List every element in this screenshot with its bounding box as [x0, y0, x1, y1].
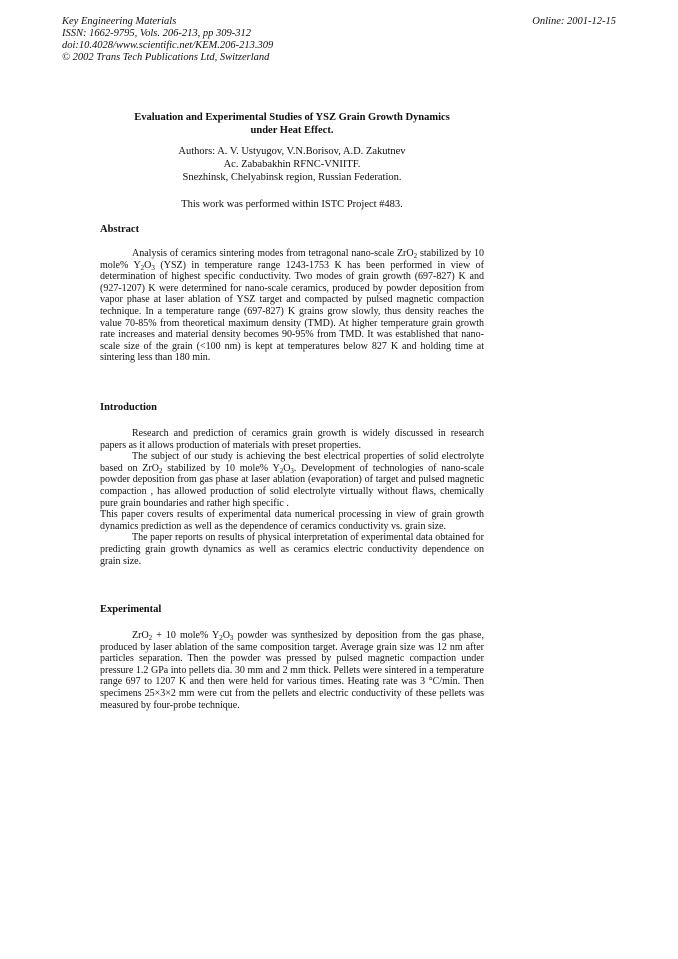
intro-paragraph-4: The paper reports on results of physical interpretation of experimental data obtained for predicting grain growth dynamics as well as ceramics electric conductivity dependence on grain size. [100, 532, 484, 567]
title-line-2: under Heat Effect. [250, 125, 334, 136]
abstract-body [100, 248, 484, 364]
intro-paragraph-3: This paper covers results of experimental data numerical processing in view of grain growth dynamics prediction as well as the dependence of ceramics conductivity vs. grain size. [100, 509, 484, 532]
doi-line: doi:10.4028/www.scientific.net/KEM.206-213.309 [62, 40, 274, 51]
intro-paragraph-1: Research and prediction of ceramics grain growth is widely discussed in research papers as it allows production of materials with preset properties. [100, 428, 484, 451]
intro-paragraph-2: The subject of our study is achieving the best electrical properties of solid electrolyte based on ZrO$_2$ stabilized by 10 mole% $Y_2O_3$. Development of technologies of nano-scale powder deposition from gas phase at laser ablation (evaporation) of target and pulsed magnetic compaction , has allowed production of solid electrolyte virtually without flaws, chemically pure grain boundaries and rather high specific . [100, 451, 484, 509]
author-names: Authors: A. V. Ustyugov, V.N.Borisov, A.D. Zakutnev [178, 146, 406, 157]
issn-line: ISSN: 1662-9795, Vols. 206-213, pp 309-312 [62, 28, 251, 39]
experimental-heading: Experimental [100, 604, 162, 615]
journal-header [62, 16, 273, 64]
introduction-heading: Introduction [100, 402, 157, 413]
author-block [98, 145, 486, 184]
project-note: This work was performed within ISTC Project #483. [181, 199, 403, 210]
title-line-1: Evaluation and Experimental Studies of YSZ Grain Growth Dynamics [134, 112, 450, 123]
introduction-body [100, 428, 484, 567]
abstract-paragraph: Analysis of ceramics sintering modes from tetragonal nano-scale ZrO$_2$ stabilized by 10 mole% $Y_2O_3$ (YSZ) in temperature range 1243-1753 K has been performed in view of determination of highest specific conductivity. Two modes of grain growth (697-827) K and (927-1207) K were determined for nano-scale ceramics, produced by powder deposition from vapor phase at laser ablation of YSZ target and compacted by pulsed magnetic compaction technique. In a temperature range (697-827) K grains grow slowly, thus density reaches the value 70-85% from theoretical maximum density (TMD). At higher temperature grain growth rate increases and material density becomes 90-95% from TMD. It was established that nano-scale size of the grain (<100 nm) is kept at temperatures below 827 K and holding time at sintering less than 180 min. [100, 248, 484, 364]
experimental-body [100, 630, 484, 711]
journal-name: Key Engineering Materials [62, 16, 177, 27]
paper-title [98, 111, 486, 137]
author-institute: Ac. Zababakhin RFNC-VNIITF. [223, 159, 361, 170]
online-date: Online: 2001-12-15 [532, 16, 616, 27]
copyright-line: © 2002 Trans Tech Publications Ltd, Switzerland [62, 52, 270, 63]
abstract-heading: Abstract [100, 224, 140, 235]
experimental-paragraph: ZrO$_2$ + 10 mole% $Y_2O_3$ powder was synthesized by deposition from the gas phase, produced by laser ablation of the same composition target. Average grain size was 12 nm after particles separation. Then the powder was pressed by pulsed magnetic compaction under pressure 1.2 GPa into pellets dia. 30 mm and 2 mm thick. Pellets were sintered in a temperature range 697 to 1207 K and then were held for various times. Heating rate was 3 °C/min. Then specimens 25×3×2 mm were cut from the pellets and electric conductivity of these pellets was measured by four-probe technique. [100, 630, 484, 711]
author-location: Snezhinsk, Chelyabinsk region, Russian Federation. [182, 172, 402, 183]
